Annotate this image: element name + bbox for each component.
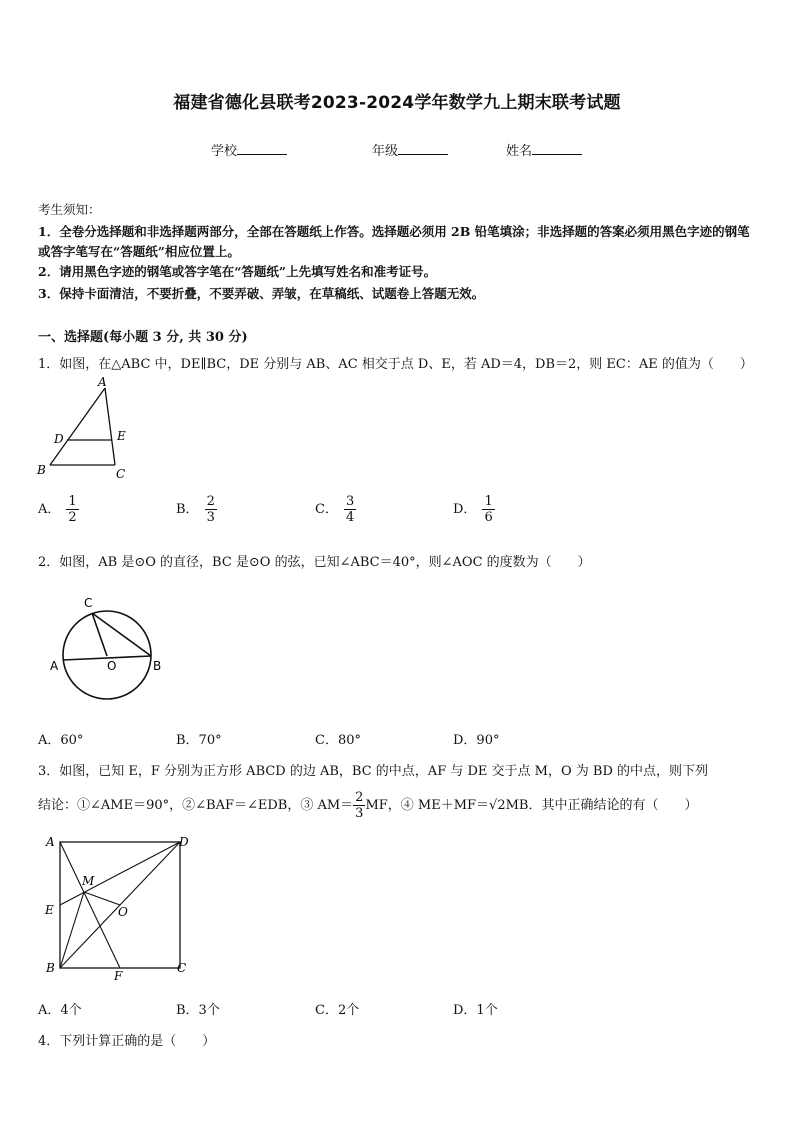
notice-item-2: 2．请用黑色字迹的钢笔或答字笔在“答题纸”上先填写姓名和准考证号。 — [38, 264, 437, 279]
notice-item-3: 3．保持卡面清洁，不要折叠，不要弄破、弄皱，在草稿纸、试题卷上答题无效。 — [38, 286, 485, 301]
label-M: M — [82, 874, 95, 888]
q1-option-c[interactable]: C． $\frac{3}{4}$ — [315, 494, 355, 525]
q3-option-c[interactable]: C．2个 — [315, 1003, 360, 1018]
question-4-text: 4．下列计算正确的是（ ） — [38, 1034, 216, 1049]
label-A: A — [50, 659, 59, 673]
q1-option-d[interactable]: D． $\frac{1}{6}$ — [453, 494, 493, 525]
question-3-text-line2: 结论：①∠AME＝90°，②∠BAF＝∠EDB，③ AM＝ $\frac{2}{3}$ MF，④ ME＋MF＝√2MB．其中正确结论的有（ ） — [38, 790, 698, 821]
label-F: F — [114, 969, 123, 983]
label-O: O — [118, 905, 128, 919]
name-blank — [532, 142, 582, 155]
question-1-figure — [34, 374, 144, 484]
label-O: O — [107, 659, 117, 673]
label-C: C — [177, 961, 187, 975]
grade-blank — [398, 142, 448, 155]
label-C: C — [84, 596, 93, 610]
q1-option-b[interactable]: B． $\frac{2}{3}$ — [176, 494, 215, 525]
school-blank — [237, 142, 287, 155]
label-E: E — [45, 903, 54, 917]
question-3-text-line1: 3．如图，已知 E，F 分别为正方形 ABCD 的边 AB，BC 的中点，AF 与 DE 交于点 M，O 为 BD 的中点，则下列 — [38, 764, 709, 779]
question-2-text: 2．如图，AB 是⊙O 的直径，BC 是⊙O 的弦，已知∠ABC＝40°，则∠AOC 的度数为（ ） — [38, 555, 591, 570]
q2-option-d[interactable]: D．90° — [453, 733, 500, 748]
grade-label: 年级 — [372, 144, 399, 159]
q1-option-a[interactable]: A． $\frac{1}{2}$ — [38, 494, 77, 525]
q2-option-c[interactable]: C．80° — [315, 733, 361, 748]
notice-item-1: 1．全卷分选择题和非选择题两部分，全部在答题纸上作答。选择题必须用 2B 铅笔填涂；非选择题的答案必须用黑色字迹的钢笔或答字笔写在“答题纸”相应位置上。 — [38, 224, 750, 259]
q3-option-a[interactable]: A．4个 — [38, 1003, 82, 1018]
label-A: A — [46, 835, 55, 849]
label-B: B — [46, 961, 55, 975]
question-1-text: 1．如图，在△ABC 中，DE∥BC，DE 分别与 AB、AC 相交于点 D、E，若 AD＝4，DB＝2，则 EC：AE 的值为（ ） — [38, 357, 753, 372]
name-label: 姓名 — [506, 144, 533, 159]
question-3-figure — [38, 832, 198, 984]
school-field — [211, 140, 287, 159]
page-title: 福建省德化县联考2023-2024学年数学九上期末联考试题 — [173, 93, 621, 113]
label-D: D — [179, 835, 189, 849]
q2-option-a[interactable]: A．60° — [38, 733, 84, 748]
name-field — [506, 140, 582, 159]
section-heading: 一、选择题(每小题 3 分, 共 30 分) — [38, 330, 248, 345]
q2-option-b[interactable]: B．70° — [176, 733, 222, 748]
grade-field — [372, 140, 448, 159]
question-2-figure — [40, 590, 170, 710]
label-B: B — [153, 659, 162, 673]
label-B: B — [37, 463, 46, 477]
label-D: D — [54, 432, 64, 446]
label-C: C — [116, 467, 126, 481]
label-A: A — [98, 375, 107, 389]
label-E: E — [117, 429, 126, 443]
q3-option-d[interactable]: D．1个 — [453, 1003, 498, 1018]
school-label: 学校 — [211, 144, 238, 159]
q3-option-b[interactable]: B．3个 — [176, 1003, 220, 1018]
notice-heading: 考生须知： — [38, 202, 101, 217]
